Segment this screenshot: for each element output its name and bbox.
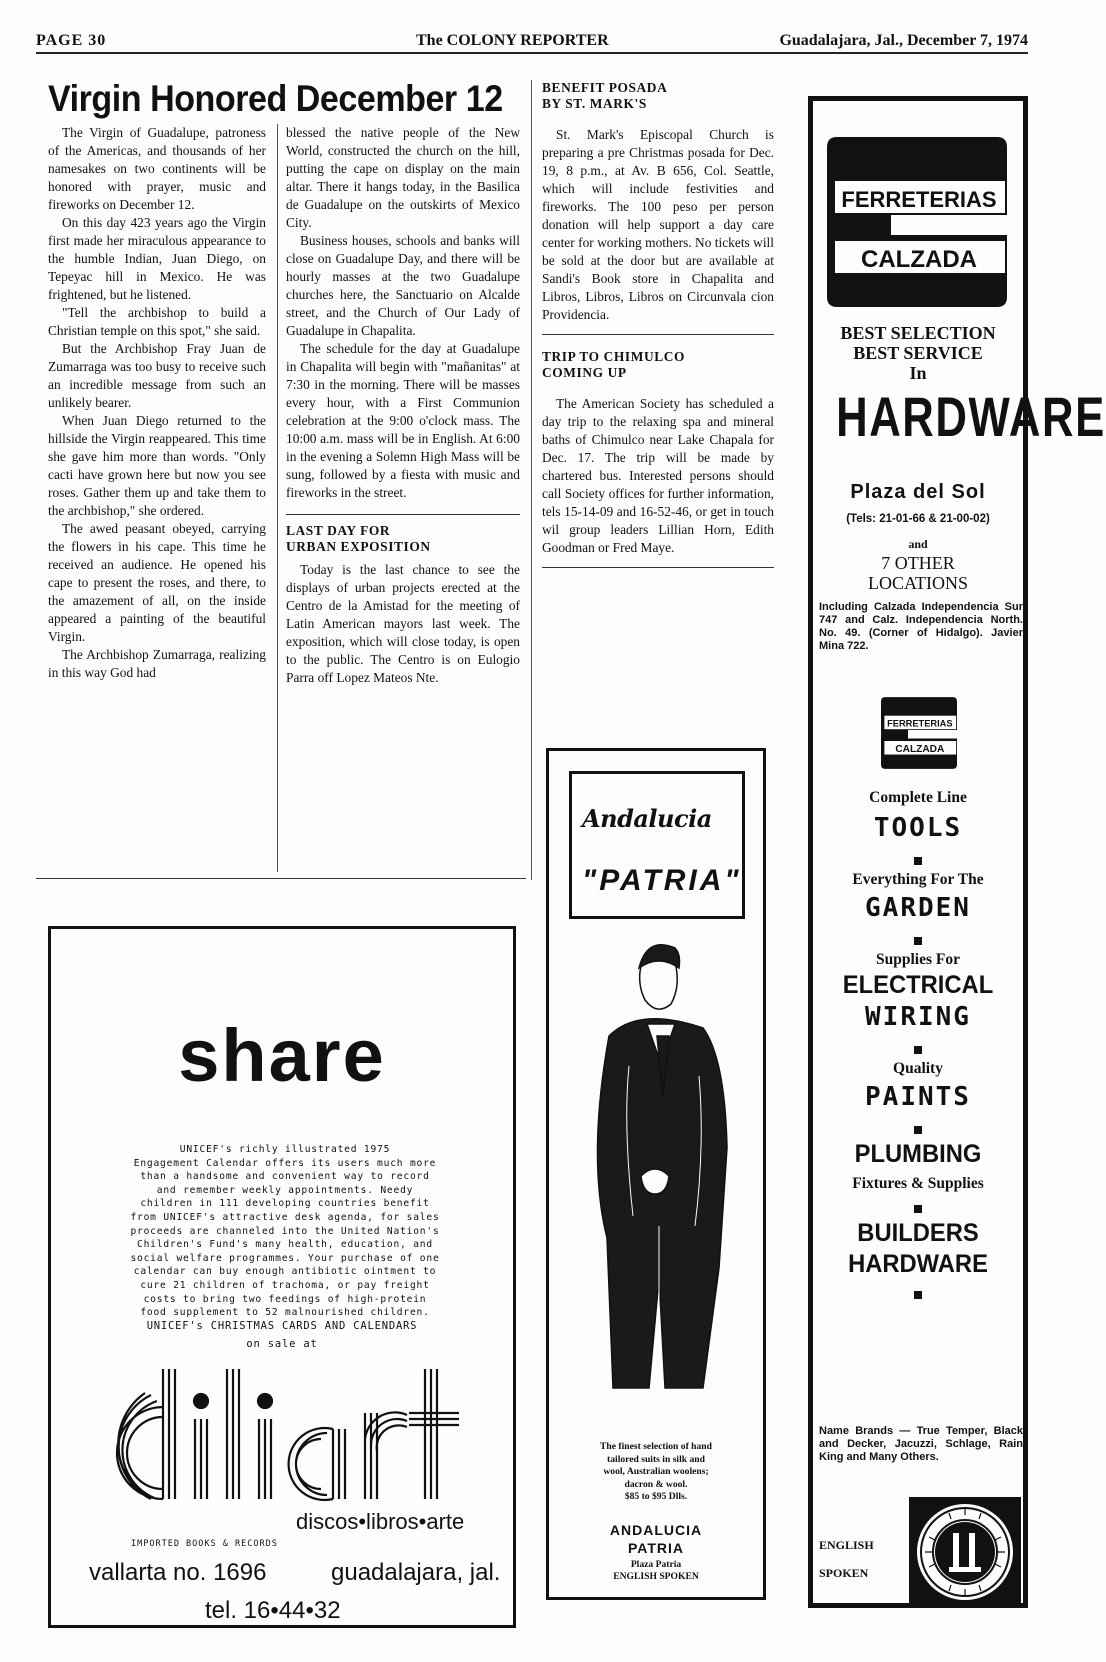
paragraph: The Archbishop Zumarraga, realizing in this way God had [48,647,266,680]
plaza-del-sol: Plaza del Sol [850,481,986,503]
cards-line: on sale at [246,1338,318,1350]
product-heading: TOOLS [873,813,963,843]
column-rule [277,124,278,872]
body-line: food supplement to 52 malnourished children. [140,1307,430,1319]
body-line: costs to bring two feedings of high-protein [143,1293,427,1305]
other-line: LOCATIONS [867,573,968,593]
hardware-slogan [813,323,1023,383]
logo-text-bottom: CALZADA [895,744,945,755]
product-line: Complete Line [869,789,967,806]
body-line: cure 21 children of trachoma, or pay freight [140,1279,430,1291]
virgin-article-col2 [286,124,520,687]
store-name-line: PATRIA [627,1540,685,1556]
urban-body: Today is the last chance to see the displays of urban projects erected at the Centro de la Amistad for the meeting of Latin American mayors last week. The exposition, which will close today, is open to the public. The Centro is on Eulogio Parra off Lopez Mateos Nte. [286,562,520,685]
urban-headline-line2: URBAN EXPOSITION [286,539,431,554]
spoken-line: SPOKEN [819,1566,869,1580]
page-header [36,30,1028,54]
copy-line: tailored suits in silk and [607,1453,705,1465]
unicef-body [91,1143,479,1320]
name-brands: Name Brands — True Temper, Black and Decker, Jacuzzi, Schlage, Rain King and Many Others. [819,1425,1023,1463]
products-list [813,789,1023,1299]
body-line: Engagement Calendar offers its users much more [133,1157,437,1169]
diliart-tagline: discos•libros•arte [296,1509,465,1534]
ferreterias-calzada-logo-small [881,695,957,771]
bullet-dot [914,1126,922,1134]
trip-headline [542,349,774,381]
product-line: Quality [893,1060,943,1077]
posada-headline-line1: BENEFIT POSADA [542,80,668,95]
andalucia-script-name: Andalucia [582,804,712,833]
product-heading: ELECTRICAL [842,971,994,999]
hardware-phones: (Tels: 21-01-66 & 21-00-02) [846,513,990,525]
trip-headline-line1: TRIP TO CHIMULCO [542,349,686,364]
body-line: and remember weekly appointments. Needy [156,1184,414,1196]
column-3 [542,80,774,568]
diliart-imported: IMPORTED BOOKS & RECORDS [131,1539,278,1549]
urban-headline-line1: LAST DAY FOR [286,523,391,538]
andalucia-advertisement [546,748,766,1600]
man-in-suit-illustration [549,926,763,1396]
copy-line: wool, Australian woolens; [603,1466,709,1477]
product-line: Everything For The [852,871,984,888]
virgin-article-col1 [48,124,266,682]
andalucia-location [549,1559,763,1583]
posada-headline [542,80,774,112]
trip-body: The American Society has scheduled a day trip to the relaxing spa and mineral baths of Chimulco near Lake Chapala for Dec. 17. The trip will be made by chartered bus. Interested persons should call Society offices for further information, tels 15-14-09 and 16-52-46, or get in touch wil group leaders Lillian Horn, Edith Goodman or Fred Maye. [542,396,774,555]
posada-headline-line2: BY ST. MARK'S [542,96,647,111]
product-heading: BUILDERS [857,1219,979,1247]
body-line: calendar can buy enough antibiotic ointment to [133,1266,437,1278]
copy-line: $85 to $95 Dlls. [624,1491,688,1502]
english-line: ENGLISH [819,1538,874,1552]
urban-headline [286,523,520,555]
and-text: and [908,537,928,551]
location-line: Plaza Patria [630,1559,682,1570]
copy-line: dacron & wool. [624,1478,688,1490]
paragraph: The Virgin of Guadalupe, patroness of the Americas, and thousands of her namesakes on two continents will be honored with prayer, music and fireworks on December 12. [48,125,266,212]
diliart-phone: tel. 16•44•32 [205,1597,341,1624]
slogan-line: BEST SERVICE [853,343,983,363]
association-seal-icon [909,1497,1021,1607]
bullet-dot [914,1205,922,1213]
andalucia-store-name [549,1521,763,1557]
logo-text-bottom: CALZADA [861,246,977,273]
body-line: proceeds are channeled into the United Nation's [130,1225,440,1237]
cards-line: UNICEF's CHRISTMAS CARDS AND CALENDARS [146,1320,418,1332]
body-line: children in 111 developing countries benefit [140,1198,430,1210]
posada-body: St. Mark's Episcopal Church is preparing a pre Christmas posada for Dec. 19, 8 p.m., at Av. B 656, Col. Seattle, which will include festivities and fireworks. The 100 peso per person donation will help support a day care center for working mothers. No tickets will be sold at the door but are available at Sandi's Book store in Chapalita and Libros, Libros, Libros on Circunvala cion Providencia. [542,127,774,322]
paragraph: The awed peasant obeyed, carrying the flowers in his cape. This time he received an audience. He opened his cape to present the roses, and there, to the amazement of all, on the inside appeared a painting of the beautiful Virgin. [48,521,266,644]
logo-text-top: FERRETERIAS [841,187,997,212]
page-number: PAGE 30 [36,32,107,49]
product-heading: GARDEN [865,893,971,923]
unicef-cards [51,1317,513,1353]
bullet-dot [914,1291,922,1299]
andalucia-title-box [569,771,745,919]
bullet-dot [914,1046,922,1054]
slogan-line: In [909,363,927,383]
diliart-city: guadalajara, jal. [331,1559,501,1586]
product-heading: WIRING [865,1002,971,1032]
paragraph: "Tell the archbishop to build a Christian temple on this spot," she said. [48,305,266,338]
paragraph: blessed the native people of the New World, constructed the church on the hill, putting the cape on display on the main altar. There it hangs today, in the Basilica de Guadalupe on the outskirts of Mexico City. [286,125,520,230]
paragraph: The schedule for the day at Guadalupe in Chapalita will begin with "mañanitas" at 7:30 in the morning. There will be masses every hour, with a First Communion celebration at the 9:00 o'clock mass. The 10:00 a.m. mass will be in English. At 6:00 in the evening a Solemn High Mass will be sung, followed by a fiesta with music and fireworks in the street. [286,341,520,500]
location-list: Including Calzada Independencia Sur 747 and Calz. Independencia North. No. 49. (Corner of Hidalgo). Javier Mina 722. [819,601,1023,652]
hardware-advertisement [808,96,1106,1608]
andalucia-copy [559,1441,753,1504]
column-rule [531,80,532,880]
store-name-line: ANDALUCIA [609,1522,703,1538]
english-spoken [819,1531,874,1587]
body-line: social welfare programmes. Your purchase of one [130,1252,440,1264]
diliart-logo [103,1349,473,1499]
location-line: ENGLISH SPOKEN [613,1571,699,1582]
trip-headline-line2: COMING UP [542,365,627,380]
patria-word: "PATRIA" [582,864,742,897]
other-line: 7 OTHER [881,553,955,573]
divider [542,567,774,568]
paragraph: But the Archbishop Fray Juan de Zumarraga was too busy to receive such an incredible message from such an unlikely bearer. [48,341,266,410]
unicef-advertisement [48,926,516,1628]
product-heading: PAINTS [865,1082,971,1112]
product-heading: PLUMBING [854,1140,982,1168]
product-heading: HARDWARE [848,1250,988,1278]
ferreterias-calzada-logo [827,137,1007,307]
article-headline: Virgin Honored December 12 [48,78,503,119]
copy-line: The finest selection of hand [600,1441,712,1452]
paragraph: When Juan Diego returned to the hillside the Virgin reappeared. This time she gave him more than words. "Only cacti have grown here but now you see roses. Gather them up and take them to the archbishop," she ordered. [48,413,266,518]
slogan-line: BEST SELECTION [840,323,996,343]
body-line: UNICEF's richly illustrated 1975 [179,1144,391,1155]
bullet-dot [914,857,922,865]
logo-text-top: FERRETERIAS [887,718,953,729]
body-line: Children's Fund's many health, education, and [137,1239,433,1251]
product-line: Supplies For [876,951,960,968]
divider [542,334,774,335]
paragraph: On this day 423 years ago the Virgin first made her miraculous appearance to the humble Indian, Juan Diego, on Tepeyac hill in Mexico. He was frightened, but he listened. [48,215,266,302]
bullet-dot [914,937,922,945]
divider [286,514,520,515]
divider [36,878,526,879]
body-line: from UNICEF's attractive desk agenda, for sales [130,1211,440,1223]
other-locations [813,553,1023,593]
paragraph: Business houses, schools and banks will close on Guadalupe Day, and there will be hourly masses at the two Guadalupe churches here, the Sanctuario on Alcalde street, and the Church of Our Lady of Guadalupe in Chapalita. [286,233,520,338]
share-headline: share [178,1014,386,1097]
newspaper-title: The COLONY REPORTER [416,32,609,49]
hardware-word: HARDWARE [836,385,1106,448]
diliart-address: vallarta no. 1696 [89,1559,267,1586]
dateline: Guadalajara, Jal., December 7, 1974 [779,32,1028,49]
product-line: Fixtures & Supplies [852,1175,984,1192]
body-line: than a handsome and convenient way to record [140,1171,430,1183]
